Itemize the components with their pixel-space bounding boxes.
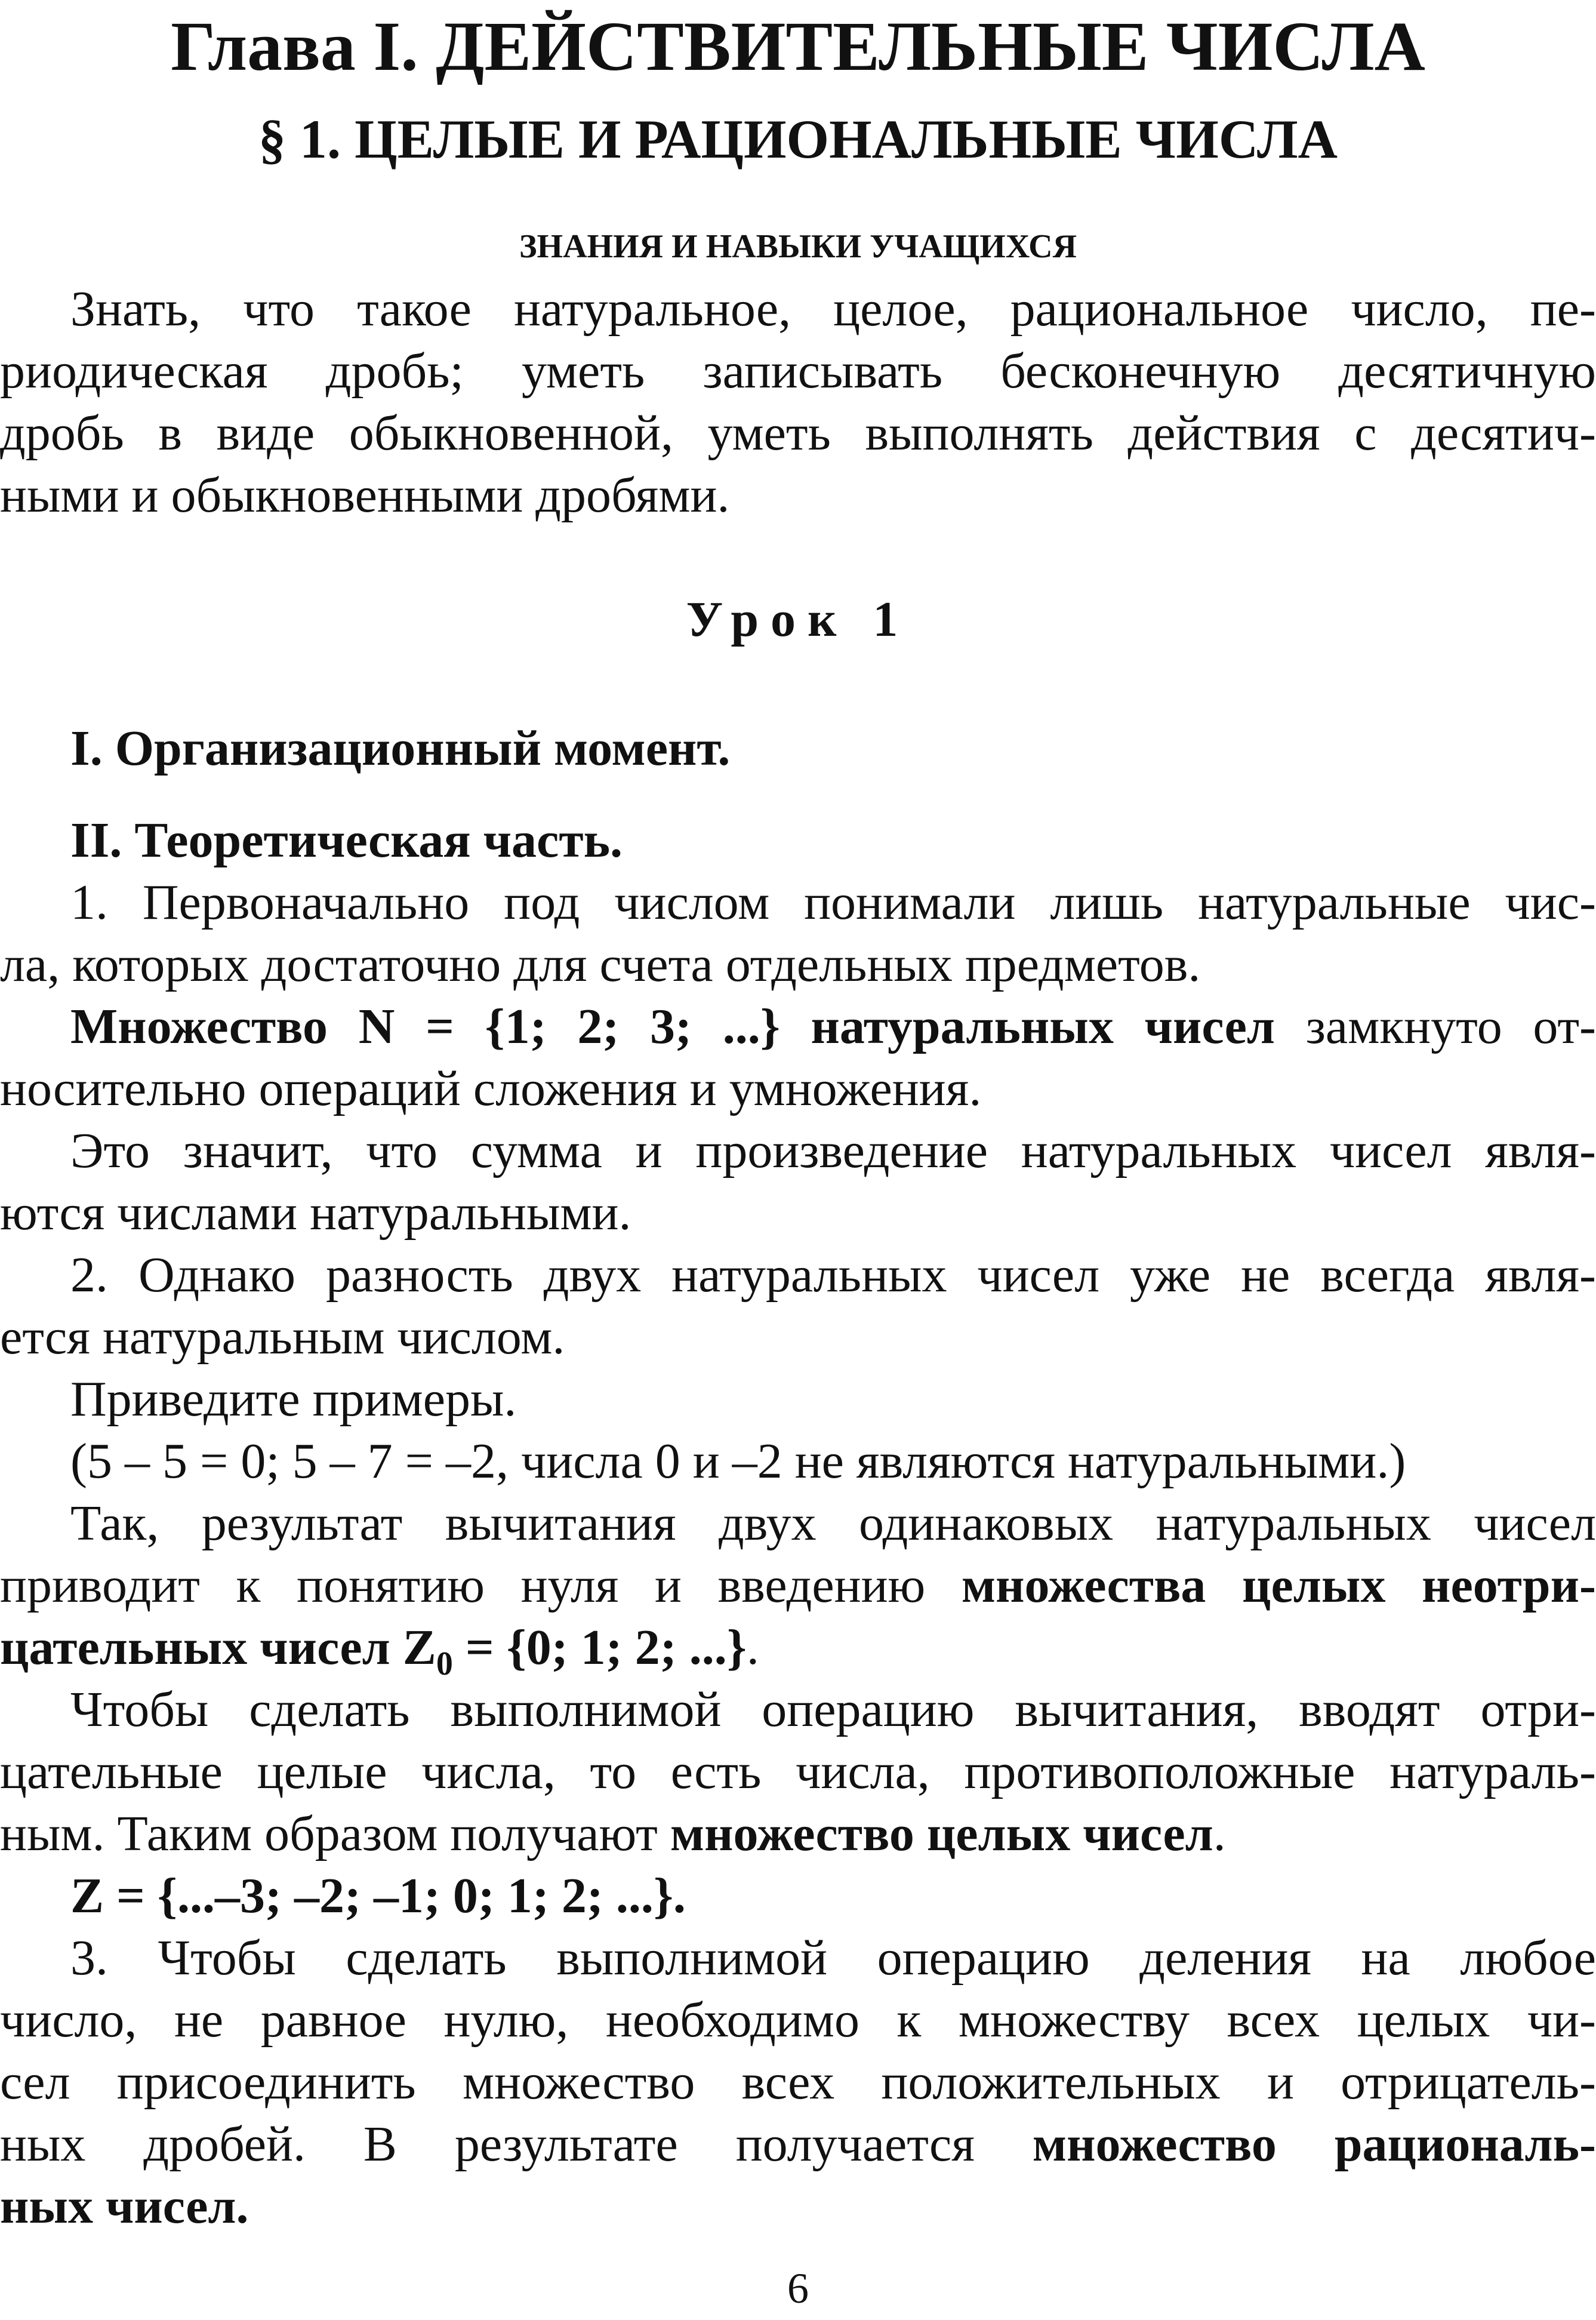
rationals-term: множество рациональ- xyxy=(1032,2116,1596,2172)
intro-line: ными и обыкновенными дробями. xyxy=(0,467,730,523)
text-span: ным. Таким образом получают xyxy=(0,1806,670,1861)
text-line: цательные целые числа, то есть числа, противоположные натураль- xyxy=(0,1744,1596,1799)
text-line: Так, результат вычитания двух одинаковых натуральных чисел xyxy=(70,1496,1596,1551)
natural-set-definition: Множество N = {1; 2; 3; ...} натуральных чисел xyxy=(70,999,1275,1054)
text-line xyxy=(70,997,1596,1057)
nonneg-integers-term: множества целых неотри- xyxy=(961,1558,1596,1613)
intro-line: дробь в виде обыкновенной, уметь выполнять действия с десятич- xyxy=(0,405,1596,461)
text-line: Это значит, что сумма и произведение натуральных чисел явля- xyxy=(70,1123,1596,1179)
text-span: . xyxy=(1213,1806,1226,1861)
intro-line: Знать, что такое натуральное, целое, рациональное число, пе- xyxy=(70,281,1596,337)
heading-organizational: I. Организационный момент. xyxy=(70,721,731,776)
text-line: ется натуральным числом. xyxy=(0,1309,565,1365)
text-line xyxy=(0,1556,1596,1616)
page-number: 6 xyxy=(787,2264,809,2312)
examples-prompt: Приведите примеры. xyxy=(70,1371,517,1427)
text-span: . xyxy=(746,1620,759,1675)
text-span: замкнуто от- xyxy=(1275,999,1596,1054)
section-title: § 1. ЦЕЛЫЕ И РАЦИОНАЛЬНЫЕ ЧИСЛА xyxy=(258,109,1338,170)
text-line xyxy=(0,1804,1596,1864)
text-line: 2. Однако разность двух натуральных чисел уже не всегда явля- xyxy=(70,1247,1596,1303)
text-line: 3. Чтобы сделать выполнимой операцию деления на любое xyxy=(70,1930,1596,1986)
text-span: ных дробей. В результате получается xyxy=(0,2116,1033,2172)
integers-term: множество целых чисел xyxy=(670,1806,1213,1861)
rationals-term: ных чисел. xyxy=(0,2179,249,2234)
examples-answer: (5 – 5 = 0; 5 – 7 = –2, числа 0 и –2 не являются натуральными.) xyxy=(70,1433,1406,1489)
subscript: 0 xyxy=(436,1645,453,1682)
text-line: Чтобы сделать выполнимой операцию вычитания, вводят отри- xyxy=(70,1682,1596,1737)
text-line: носительно операций сложения и умножения. xyxy=(0,1061,982,1116)
text-line: 1. Первоначально под числом понимали лишь натуральные чис- xyxy=(70,875,1596,930)
nonneg-integers-set: = {0; 1; 2; ...} xyxy=(452,1620,747,1675)
chapter-title: Глава I. ДЕЙСТВИТЕЛЬНЫЕ ЧИСЛА xyxy=(171,7,1425,85)
text-line: сел присоединить множество всех положительных и отрицатель- xyxy=(0,2054,1596,2110)
text-span: приводит к понятию нуля и введению xyxy=(0,1558,962,1613)
lesson-title: Урок 1 xyxy=(686,592,910,647)
text-line: число, не равное нулю, необходимо к множеству всех целых чи- xyxy=(0,1992,1596,2048)
heading-theory: II. Теоретическая часть. xyxy=(70,813,623,868)
subheading: ЗНАНИЯ И НАВЫКИ УЧАЩИХСЯ xyxy=(519,228,1077,265)
integers-set: Z = {...–3; –2; –1; 0; 1; 2; ...}. xyxy=(70,1868,686,1924)
intro-line: риодическая дробь; уметь записывать бесконечную десятичную xyxy=(0,343,1596,399)
nonneg-integers-term: цательных чисел Z xyxy=(0,1620,436,1675)
text-line: ла, которых достаточно для счета отдельных предметов. xyxy=(0,937,1201,992)
text-line: ются числами натуральными. xyxy=(0,1185,631,1241)
text-line xyxy=(0,2115,1596,2174)
